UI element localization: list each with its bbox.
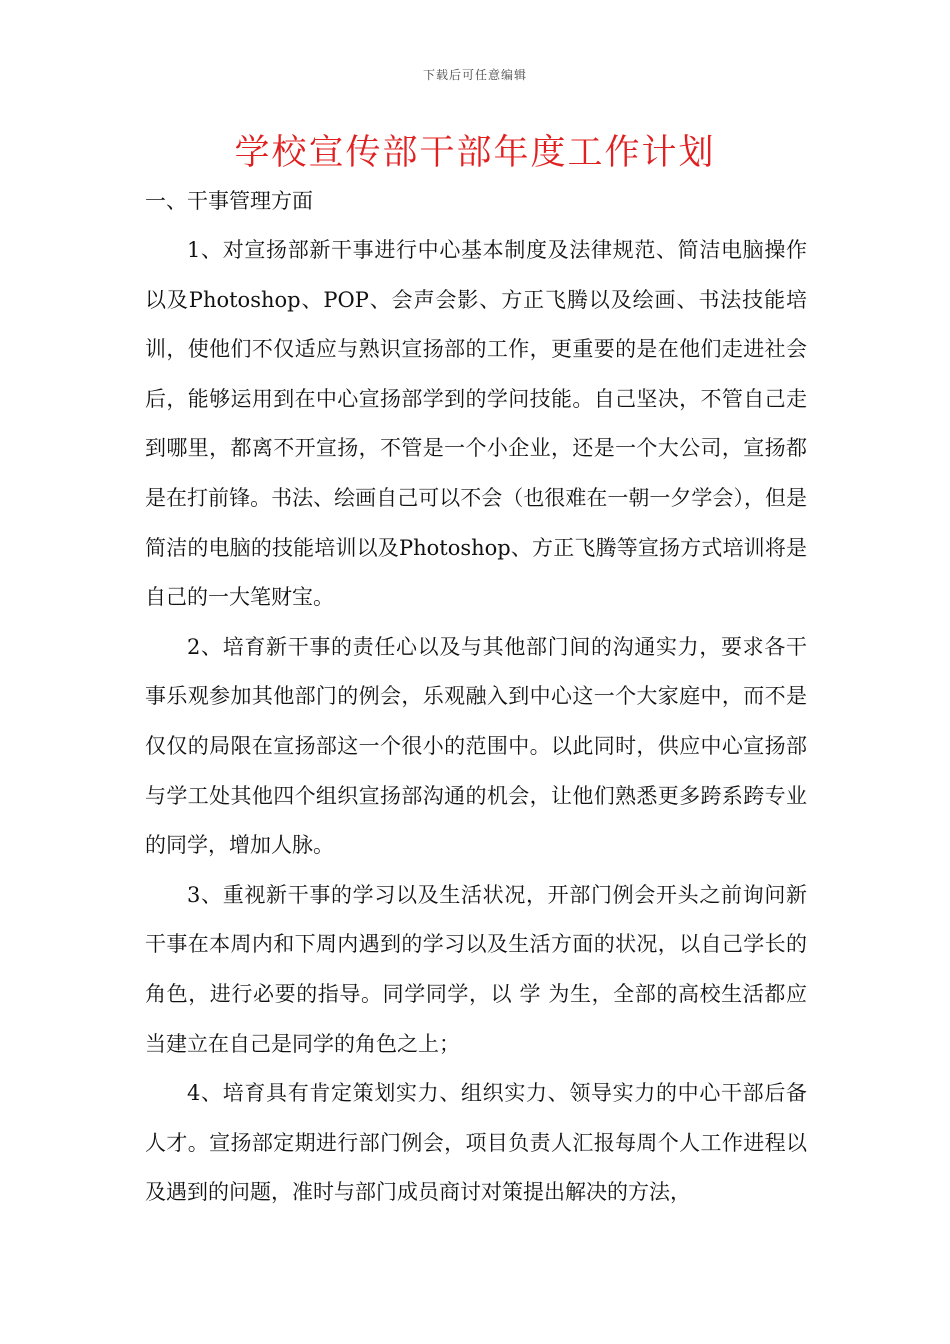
paragraph-4: 4、培育具有肯定策划实力、组织实力、领导实力的中心干部后备人才。宣扬部定期进行部门例会，项目负责人汇报每周个人工作进程以及遇到的问题，准时与部门成员商讨对策提出解决的方法， [145,1081,807,1205]
document-title: 学校宣传部干部年度工作计划 [234,133,716,173]
section-heading: 一、干事管理方面 [145,189,313,213]
paragraph-3: 3、重视新干事的学习以及生活状况，开部门例会开头之前询问新干事在本周内和下周内遇到的学习以及生活方面的状况，以自己学长的角色，进行必要的指导。同学同学，以 学 为生，全部的高校生活都应当建立在自己是同学的角色之上； [145,882,807,1056]
paragraph-1: 1、对宣扬部新干事进行中心基本制度及法律规范、简洁电脑操作以及Photoshop、POP、会声会影、方正飞腾以及绘画、书法技能培训，使他们不仅适应与熟识宣扬部的工作，更重要的是在他们走进社会后，能够运用到在中心宣扬部学到的学问技能。自己坚决，不管自己走到哪里，都离不开宣扬，不管是一个小企业，还是一个大公司，宣扬都是在打前锋。书法、绘画自己可以不会（也很难在一朝一夕学会），但是简洁的电脑的技能培训以及Photoshop、方正飞腾等宣扬方式培训将是自己的一大笔财宝。 [145,238,807,610]
paragraph-2: 2、培育新干事的责任心以及与其他部门间的沟通实力，要求各干事乐观参加其他部门的例会，乐观融入到中心这一个大家庭中，而不是仅仅的局限在宣扬部这一个很小的范围中。以此同时，供应中心宣扬部与学工处其他四个组织宣扬部沟通的机会，让他们熟悉更多跨系跨专业的同学，增加人脉。 [145,634,807,858]
header-note: 下载后可任意编辑 [422,68,527,82]
document-body [145,176,807,1218]
